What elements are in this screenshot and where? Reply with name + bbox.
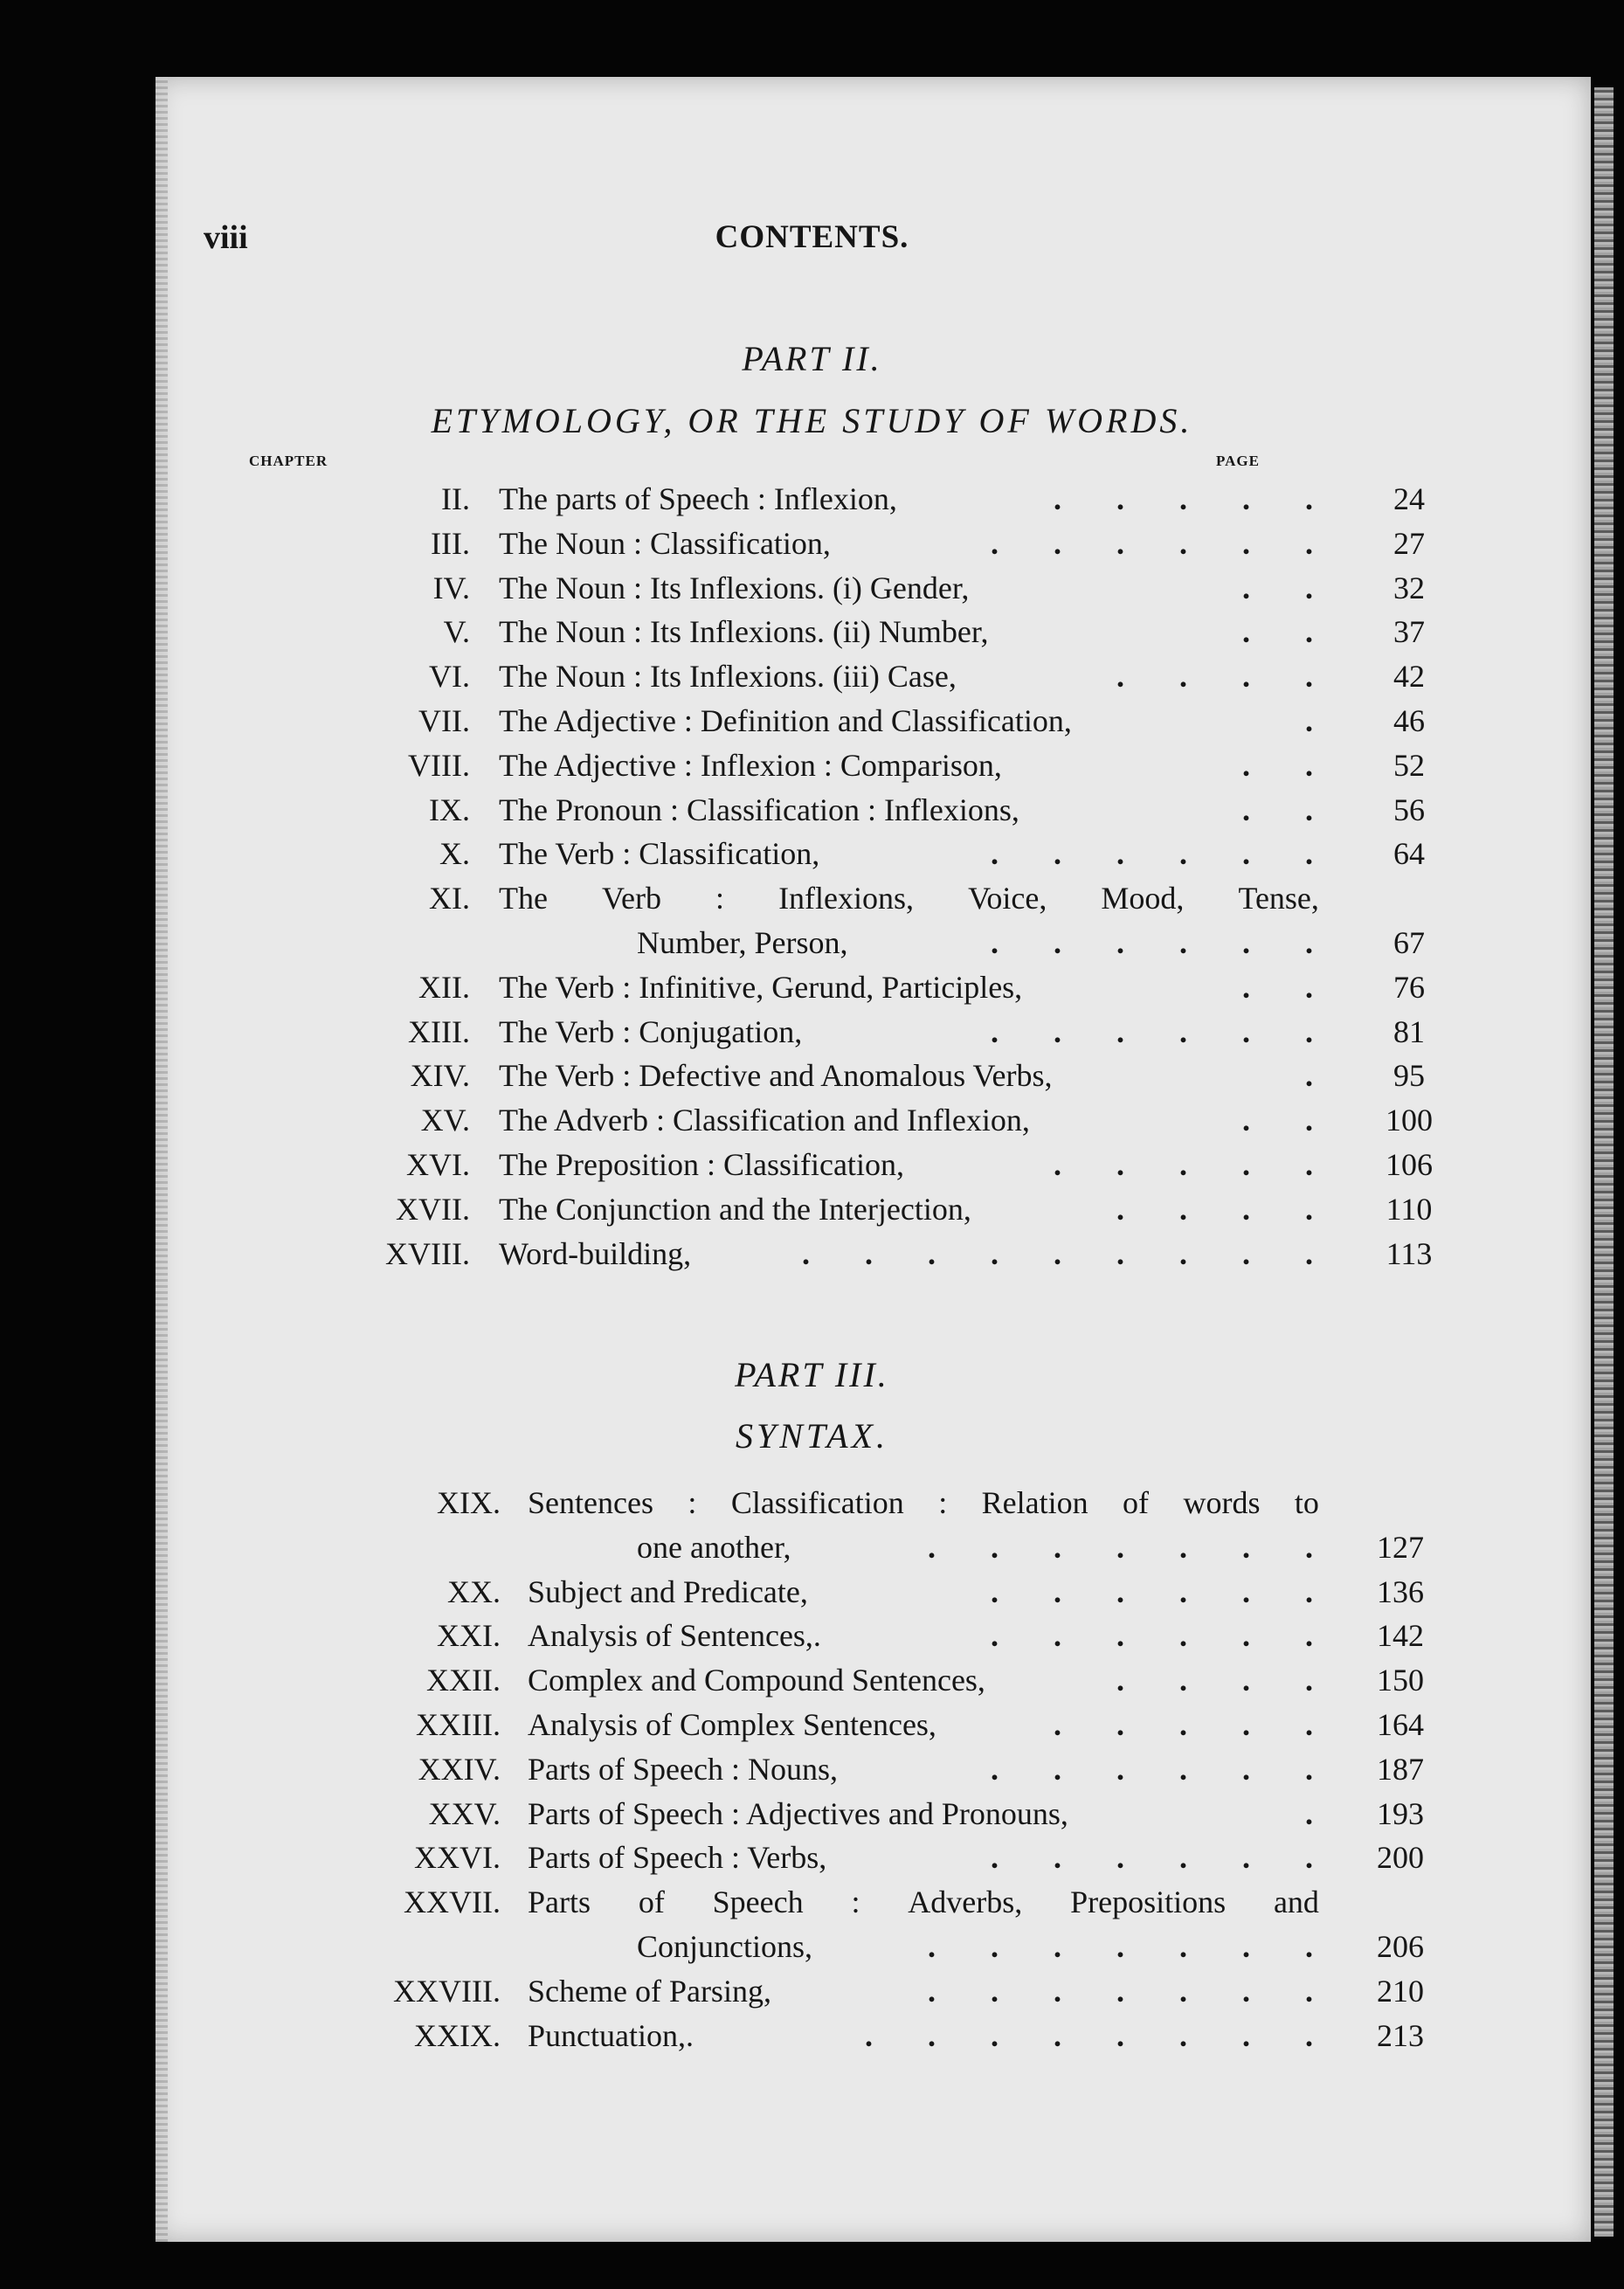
toc-entry — [0, 1103, 1624, 1141]
dot-leader: . . . . — [1116, 1191, 1337, 1227]
page-reference: 210 — [1377, 1973, 1424, 2009]
page-reference: 42 — [1393, 659, 1425, 695]
dot-leader: . . . . . . — [991, 836, 1337, 872]
toc-entry — [0, 1147, 1624, 1186]
chapter-number: XXIII. — [416, 1707, 501, 1742]
toc-entry — [0, 1840, 1624, 1878]
dot-leader: . . . . . . . — [928, 1529, 1337, 1565]
page-reference: 213 — [1377, 2017, 1424, 2053]
page-reference: 95 — [1393, 1058, 1425, 1094]
chapter-title: Parts of Speech : Nouns, — [528, 1751, 838, 1787]
chapter-title: The Noun : Its Inflexions. (ii) Number, — [499, 614, 989, 650]
page-column-label: PAGE — [1216, 453, 1260, 469]
page-reference: 127 — [1377, 1529, 1424, 1565]
page-reference: 76 — [1393, 969, 1425, 1005]
running-title: CONTENTS. — [715, 219, 909, 255]
toc-entry — [0, 1707, 1624, 1746]
chapter-number: XXI. — [437, 1618, 501, 1654]
chapter-number: XVIII. — [385, 1235, 470, 1271]
toc-entry — [0, 659, 1624, 697]
chapter-number: III. — [431, 525, 470, 561]
page-number: viii — [204, 219, 248, 256]
toc-entry — [0, 614, 1624, 653]
toc-entry — [0, 526, 1624, 564]
toc-entry — [0, 1618, 1624, 1656]
dot-leader: . . . . . — [1054, 1147, 1337, 1182]
chapter-number: XIV. — [410, 1058, 470, 1094]
chapter-number: VIII. — [408, 747, 470, 783]
chapter-number: IV. — [432, 570, 470, 605]
chapter-number: XV. — [420, 1103, 470, 1138]
chapter-title: Punctuation,. — [528, 2017, 694, 2053]
toc-entry — [0, 1014, 1624, 1053]
dot-leader: . . — [1242, 747, 1337, 783]
chapter-title: The Verb : Inflexions, Voice, Mood, Tense, — [499, 881, 1319, 916]
chapter-title: Sentences : Classification : Relation of words to — [528, 1485, 1319, 1520]
dot-leader: . — [1305, 1795, 1337, 1831]
toc-entry — [0, 748, 1624, 786]
dot-leader: . . — [1242, 614, 1337, 650]
chapter-number: XIX. — [437, 1485, 501, 1520]
page-reference: 193 — [1377, 1795, 1424, 1831]
page-reference: 142 — [1377, 1618, 1424, 1654]
dot-leader: . . . . . . — [991, 525, 1337, 561]
chapter-number: XII. — [418, 969, 470, 1005]
dot-leader: . . — [1242, 570, 1337, 605]
toc-entry — [0, 1663, 1624, 1701]
chapter-title: Analysis of Complex Sentences, — [528, 1707, 936, 1742]
chapter-number: XI. — [429, 881, 470, 916]
dot-leader: . . . . . — [1054, 481, 1337, 516]
dot-leader: . . . . . . — [991, 1618, 1337, 1654]
page-reference: 106 — [1386, 1147, 1433, 1182]
chapter-title: Scheme of Parsing, — [528, 1973, 771, 2009]
dot-leader: . . . . . . — [991, 1573, 1337, 1609]
chapter-title: The Noun : Its Inflexions. (i) Gender, — [499, 570, 970, 605]
toc-entry — [0, 1929, 1624, 1967]
page-reference: 150 — [1377, 1663, 1424, 1698]
toc-entry — [0, 1974, 1624, 2012]
toc-entry — [0, 1236, 1624, 1275]
page-reference: 37 — [1393, 614, 1425, 650]
part3-subheading: SYNTAX. — [735, 1416, 889, 1456]
toc-entry — [0, 1884, 1624, 1923]
toc-entry — [0, 1574, 1624, 1613]
page-reference: 46 — [1393, 703, 1425, 738]
chapter-number: X. — [439, 836, 470, 872]
toc-entry — [0, 481, 1624, 520]
chapter-number: XIII. — [408, 1013, 470, 1049]
dot-leader: . . . . . . . — [928, 1929, 1337, 1964]
chapter-number: XX. — [447, 1573, 501, 1609]
page-reference: 136 — [1377, 1573, 1424, 1609]
page-reference: 110 — [1386, 1191, 1433, 1227]
chapter-number: V. — [443, 614, 470, 650]
page-reference: 81 — [1393, 1013, 1425, 1049]
chapter-number: XVII. — [396, 1191, 470, 1227]
chapter-number: XXVII. — [404, 1884, 501, 1920]
dot-leader: . — [1305, 1058, 1337, 1094]
chapter-number: II. — [441, 481, 470, 516]
toc-entry — [0, 571, 1624, 609]
chapter-title: The Verb : Classification, — [499, 836, 820, 872]
chapter-title: Parts of Speech : Adverbs, Prepositions and — [528, 1884, 1319, 1920]
toc-entry — [0, 1752, 1624, 1790]
chapter-title: Subject and Predicate, — [528, 1573, 808, 1609]
part3-heading: PART III. — [735, 1355, 889, 1394]
dot-leader: . . . . . . — [991, 1013, 1337, 1049]
chapter-title: Complex and Compound Sentences, — [528, 1663, 985, 1698]
chapter-title: The Pronoun : Classification : Inflexions, — [499, 792, 1019, 827]
page-reference: 200 — [1377, 1840, 1424, 1876]
page-reference: 56 — [1393, 792, 1425, 827]
chapter-title: The Noun : Its Inflexions. (iii) Case, — [499, 659, 957, 695]
chapter-number: XXIV. — [418, 1751, 501, 1787]
dot-leader: . . . . . . . . — [865, 2017, 1337, 2053]
chapter-title: The Verb : Infinitive, Gerund, Participles, — [499, 969, 1023, 1005]
page-reference: 52 — [1393, 747, 1425, 783]
chapter-number: IX. — [429, 792, 470, 827]
dot-leader: . . . . — [1116, 659, 1337, 695]
toc-entry — [0, 1058, 1624, 1096]
page-reference: 187 — [1377, 1751, 1424, 1787]
toc-entry — [0, 1796, 1624, 1835]
chapter-title: The Conjunction and the Interjection, — [499, 1191, 971, 1227]
chapter-number: VII. — [418, 703, 470, 738]
page-reference: 64 — [1393, 836, 1425, 872]
dot-leader: . . . . . . — [991, 925, 1337, 960]
dot-leader: . . — [1242, 1103, 1337, 1138]
page-reference: 100 — [1386, 1103, 1433, 1138]
page-reference: 164 — [1377, 1707, 1424, 1742]
toc-entry — [0, 1192, 1624, 1230]
chapter-title: The parts of Speech : Inflexion, — [499, 481, 897, 516]
toc-entry — [0, 881, 1624, 919]
toc-entry — [0, 2018, 1624, 2057]
chapter-title: The Preposition : Classification, — [499, 1147, 904, 1182]
dot-leader: . . . . . . — [991, 1751, 1337, 1787]
chapter-title: The Adjective : Inflexion : Comparison, — [499, 747, 1002, 783]
toc-entry — [0, 836, 1624, 875]
toc-entry — [0, 1485, 1624, 1524]
page-reference: 67 — [1393, 925, 1425, 960]
part2-heading: PART II. — [742, 339, 882, 378]
toc-entry — [0, 925, 1624, 964]
page-reference: 206 — [1377, 1929, 1424, 1964]
dot-leader: . . — [1242, 969, 1337, 1005]
chapter-number: VI. — [429, 659, 470, 695]
page-reference: 27 — [1393, 525, 1425, 561]
dot-leader: . . . . . . . . . — [802, 1235, 1337, 1271]
chapter-title: Number, Person, — [637, 925, 848, 960]
dot-leader: . . . . . — [1054, 1707, 1337, 1742]
toc-entry — [0, 1530, 1624, 1568]
chapter-number: XVI. — [406, 1147, 470, 1182]
chapter-title: The Adjective : Definition and Classification, — [499, 703, 1072, 738]
chapter-title: The Verb : Conjugation, — [499, 1013, 803, 1049]
chapter-number: XXVI. — [414, 1840, 501, 1876]
toc-entry — [0, 792, 1624, 831]
chapter-column-label: CHAPTER — [249, 453, 328, 469]
chapter-title: Parts of Speech : Adjectives and Pronouns, — [528, 1795, 1068, 1831]
page-reference: 24 — [1393, 481, 1425, 516]
chapter-title: The Verb : Defective and Anomalous Verbs, — [499, 1058, 1053, 1094]
dot-leader: . . . . . . — [991, 1840, 1337, 1876]
dot-leader: . — [1305, 703, 1337, 738]
chapter-title: Conjunctions, — [637, 1929, 813, 1964]
chapter-number: XXVIII. — [393, 1973, 501, 2009]
chapter-number: XXIX. — [414, 2017, 501, 2053]
part2-subheading: ETYMOLOGY, OR THE STUDY OF WORDS. — [431, 401, 1193, 440]
chapter-number: XXII. — [426, 1663, 501, 1698]
page-reference: 32 — [1393, 570, 1425, 605]
chapter-number: XXV. — [428, 1795, 501, 1831]
dot-leader: . . . . . . . — [928, 1973, 1337, 2009]
chapter-title: Parts of Speech : Verbs, — [528, 1840, 827, 1876]
dot-leader: . . — [1242, 792, 1337, 827]
page-reference: 113 — [1386, 1235, 1433, 1271]
toc-entry — [0, 703, 1624, 742]
chapter-title: The Adverb : Classification and Inflexion, — [499, 1103, 1030, 1138]
toc-entry — [0, 970, 1624, 1008]
chapter-title: Analysis of Sentences,. — [528, 1618, 821, 1654]
chapter-title: The Noun : Classification, — [499, 525, 831, 561]
chapter-title: Word-building, — [499, 1235, 692, 1271]
chapter-title: one another, — [637, 1529, 791, 1565]
dot-leader: . . . . — [1116, 1663, 1337, 1698]
